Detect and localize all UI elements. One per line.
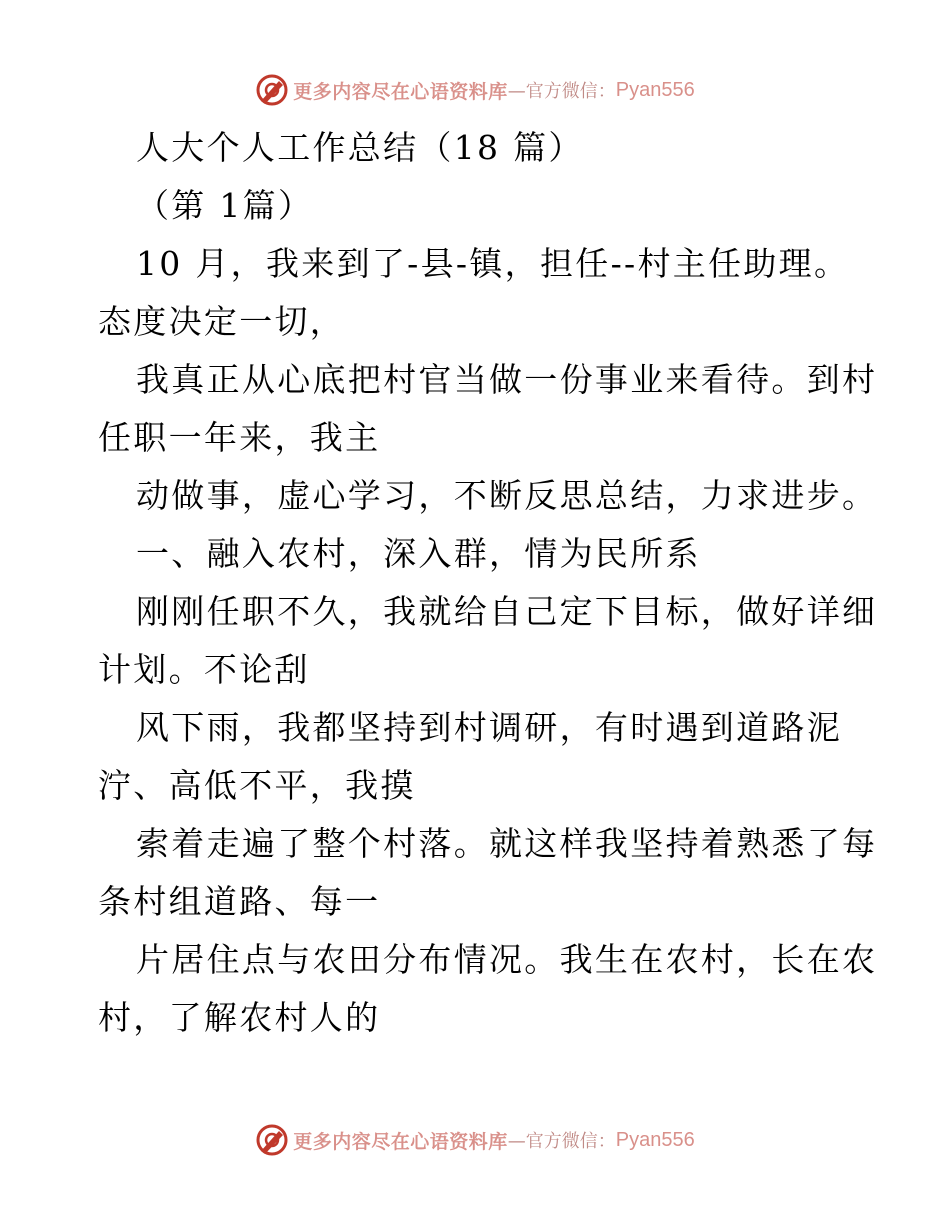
header-brand-text: 更多内容尽在心语资料库: [293, 80, 508, 103]
header-wechat-label: —官方微信：: [507, 81, 616, 102]
header-wechat-id: Pyan556: [615, 78, 695, 101]
footer-brand-text: 更多内容尽在心语资料库: [293, 1130, 508, 1153]
pen-logo-icon: [255, 1123, 289, 1157]
paragraph-line: 我真正从心底把村官当做一份事业来看待。到村: [136, 360, 878, 399]
paragraph-line: 索着走遍了整个村落。就这样我坚持着熟悉了每: [136, 824, 878, 863]
paragraph-line: 动做事，虚心学习，不断反思总结，力求进步。: [136, 476, 878, 515]
paragraph-line: 条村组道路、每一: [98, 882, 381, 921]
document-title: 人大个人工作总结（18 篇）: [136, 128, 584, 167]
paragraph-line: 计划。不论刮: [98, 650, 310, 689]
paragraph-line: 风下雨，我都坚持到村调研，有时遇到道路泥: [136, 708, 842, 747]
paragraph-line: 泞、高低不平，我摸: [98, 766, 416, 805]
section-heading: （第 1篇）: [136, 186, 314, 225]
footer-wechat-label: —官方微信：: [507, 1131, 616, 1152]
paragraph-line: 刚刚任职不久，我就给自己定下目标，做好详细: [136, 592, 878, 631]
paragraph-line: 任职一年来，我主: [98, 418, 381, 457]
section-subheading: 一、融入农村，深入群，情为民所系: [136, 534, 701, 573]
paragraph-line: 10 月，我来到了-县-镇，担任--村主任助理。: [136, 244, 850, 283]
paragraph-line: 片居住点与农田分布情况。我生在农村，长在农: [136, 940, 878, 979]
paragraph-line: 态度决定一切，: [98, 302, 346, 341]
pen-logo-icon: [255, 73, 289, 107]
footer-wechat-id: Pyan556: [615, 1128, 695, 1151]
paragraph-line: 村，了解农村人的: [98, 998, 381, 1037]
footer-watermark: [0, 1120, 950, 1160]
header-watermark: [0, 70, 950, 110]
